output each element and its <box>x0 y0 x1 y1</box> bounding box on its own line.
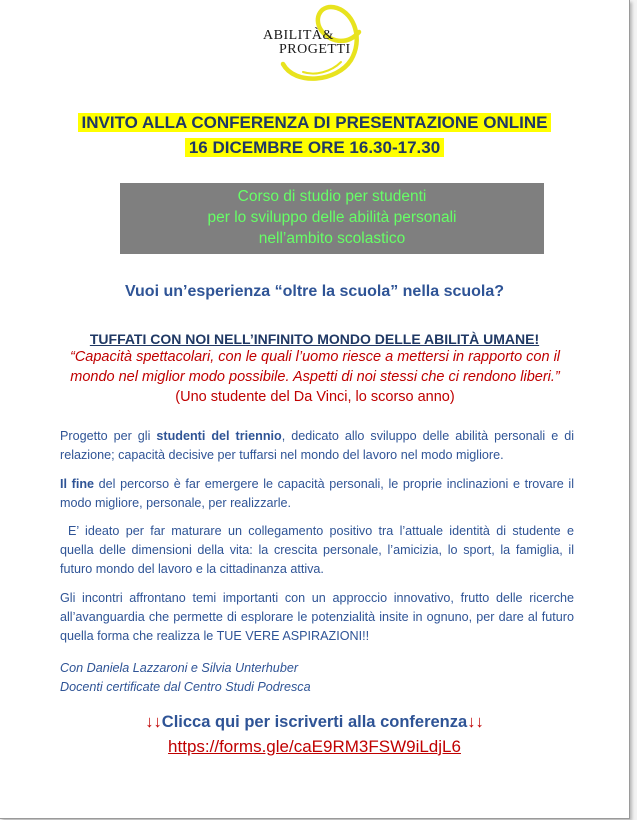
logo-text-line2: PROGETTI <box>279 42 351 57</box>
headline-date: 16 DICEMBRE ORE 16.30-17.30 <box>185 138 444 157</box>
quote-text: “Capacità spettacolari, con le quali l’uomo riesce a mettersi in rapporto con il mondo nel miglior modo possibile. Aspetti di noi stessi che ci rendono liberi.” <box>70 349 561 385</box>
down-arrows-icon: ↓↓ <box>467 713 484 731</box>
paragraph-idea: E’ ideato per far maturare un collegamento positivo tra l’attuale identità di studente e quella delle dimensioni della vita: la crescita personale, l’amicizia, lo sport, la famiglia, il futuro mondo del lavoro e la cittadinanza attiva. <box>60 524 574 576</box>
logo-text-line1: ABILITÀ& <box>263 28 334 43</box>
student-quote <box>70 347 560 407</box>
paragraph-goal <box>60 475 574 513</box>
course-line1: Corso di studio per studenti <box>237 188 427 205</box>
credits-certification: Docenti certificate dal Centro Studi Podresca <box>60 680 311 694</box>
course-line3: nell’ambito scolastico <box>258 230 406 247</box>
quote-source: (Uno studente del Da Vinci, lo scorso anno) <box>175 389 455 405</box>
p1-pre: Progetto per gli <box>60 429 157 443</box>
paragraph-project <box>60 427 574 465</box>
paragraph-meetings: Gli incontri affrontano temi importanti con un approccio innovativo, frutto delle ricerche all’avanguardia che permette di esplorare le potenzialità insite in ognuno, per dare al futuro quella forma che realizza le TUE VERE ASPIRAZIONI!! <box>60 591 574 643</box>
question-heading: Vuoi un’esperienza “oltre la scuola” nella scuola? <box>124 283 505 300</box>
subheading: TUFFATI CON NOI NELL’INFINITO MONDO DELLE ABILITÀ UMANE! <box>89 331 540 347</box>
cta-heading <box>0 713 629 732</box>
p1-bold: studenti del triennio <box>156 429 282 443</box>
headline-line2 <box>0 138 629 158</box>
abilita-progetti-logo <box>255 2 375 88</box>
course-line2: per lo sviluppo delle abilità personali <box>207 209 457 226</box>
down-arrows-icon: ↓↓ <box>145 713 162 731</box>
p2-bold: Il fine <box>60 477 95 491</box>
p2-post: del percorso è far emergere le capacità personali, le proprie inclinazioni e trovare il modo migliore, personale, per realizzarle. <box>60 477 575 510</box>
cta-text: Clicca qui per iscriverti alla conferenza <box>161 713 468 731</box>
registration-link[interactable]: https://forms.gle/caE9RM3FSW9iLdjL6 <box>168 737 461 756</box>
p1-post: , dedicato allo sviluppo delle abilità personali e di relazione; capacità decisive per tuffarsi nel mondo del lavoro nel modo migliore. <box>60 429 574 462</box>
credits-teachers: Con Daniela Lazzaroni e Silvia Unterhuber <box>60 661 299 675</box>
course-box <box>120 183 544 254</box>
headline-invite: INVITO ALLA CONFERENZA DI PRESENTAZIONE ONLINE <box>78 113 552 132</box>
headline-line1 <box>0 113 629 133</box>
